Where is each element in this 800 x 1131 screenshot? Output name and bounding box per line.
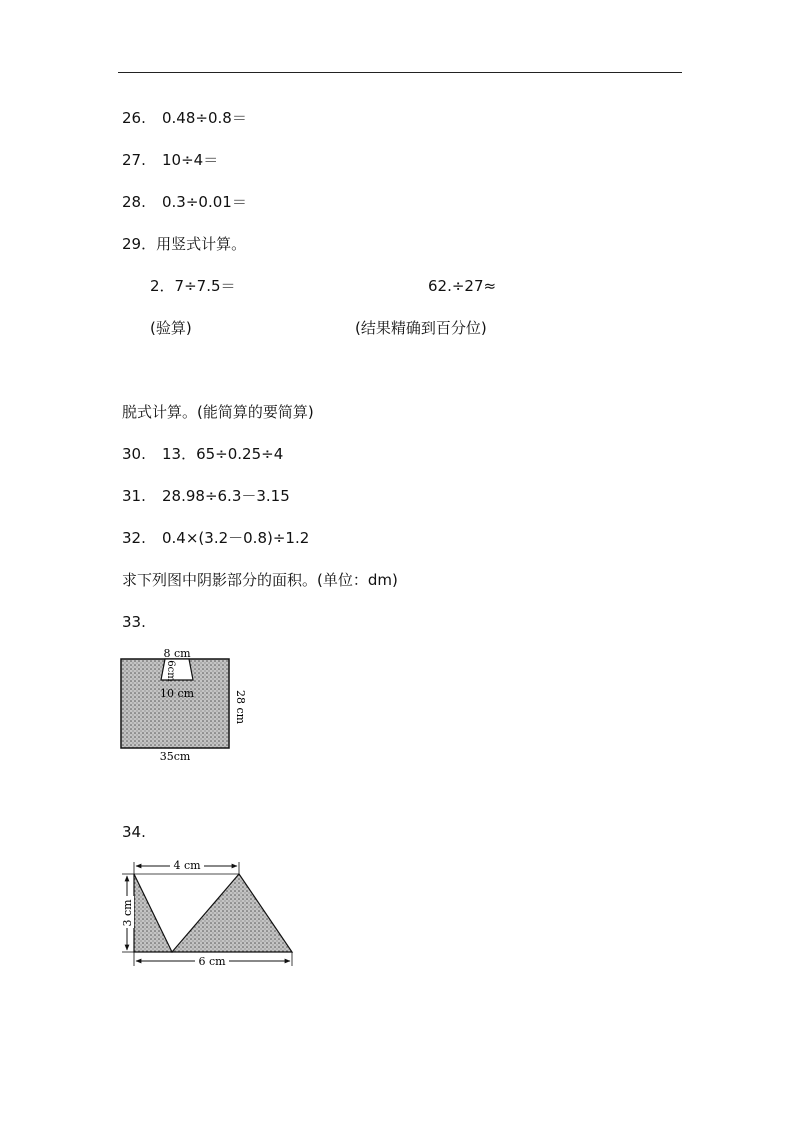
section-area-heading: 求下列图中阴影部分的面积。(单位：dm): [122, 571, 398, 589]
problem-32: [122, 528, 309, 548]
header-rule: [118, 72, 682, 73]
problem-29-title: 29．用竖式计算。: [122, 235, 247, 253]
problem-28: [122, 192, 247, 212]
problem-expression: 10÷4＝: [162, 151, 219, 169]
label-bottom-6cm: 6 cm: [198, 955, 226, 968]
problem-number: 30.: [122, 445, 146, 463]
problem-33-number: 33.: [122, 613, 146, 631]
problem-number: 32.: [122, 529, 146, 547]
problem-26: [122, 108, 247, 128]
problem-expression: 13．65÷0.25÷4: [162, 445, 284, 463]
problem-expression: 28.98÷6.3－3.15: [162, 487, 290, 505]
problem-29-left-note: (验算): [150, 319, 192, 337]
problem-29-right-expression: 62.÷27≈: [428, 277, 497, 295]
figure-33: [114, 644, 264, 768]
problem-expression: 0.3÷0.01＝: [162, 193, 247, 211]
problem-number: 28.: [122, 193, 146, 211]
problem-29-left-expression: 2．7÷7.5＝: [150, 277, 236, 295]
problem-27: [122, 150, 218, 170]
label-right-28cm: 28 cm: [234, 689, 247, 725]
problem-30: [122, 444, 283, 464]
label-inner-10cm: 10 cm: [159, 687, 195, 700]
problem-number: 27.: [122, 151, 146, 169]
problem-34-number: 34.: [122, 823, 146, 841]
problem-number: 26.: [122, 109, 146, 127]
problem-31: [122, 486, 290, 506]
label-bottom-35cm: 35cm: [159, 750, 191, 763]
label-top-4cm: 4 cm: [173, 859, 201, 872]
label-top-8cm: 8 cm: [163, 647, 191, 660]
problem-expression: 0.48÷0.8＝: [162, 109, 247, 127]
problem-29-right-note: (结果精确到百分位): [355, 319, 487, 337]
shaded-triangle-left: [134, 874, 172, 952]
label-left-3cm: 3 cm: [121, 899, 134, 927]
problem-expression: 0.4×(3.2－0.8)÷1.2: [162, 529, 310, 547]
shaded-triangle-right: [172, 874, 292, 952]
label-inner-6cm: 6cm: [165, 660, 176, 682]
section-simplify-heading: 脱式计算。(能简算的要简算): [122, 403, 314, 421]
figure-34: [114, 854, 304, 974]
problem-number: 31.: [122, 487, 146, 505]
